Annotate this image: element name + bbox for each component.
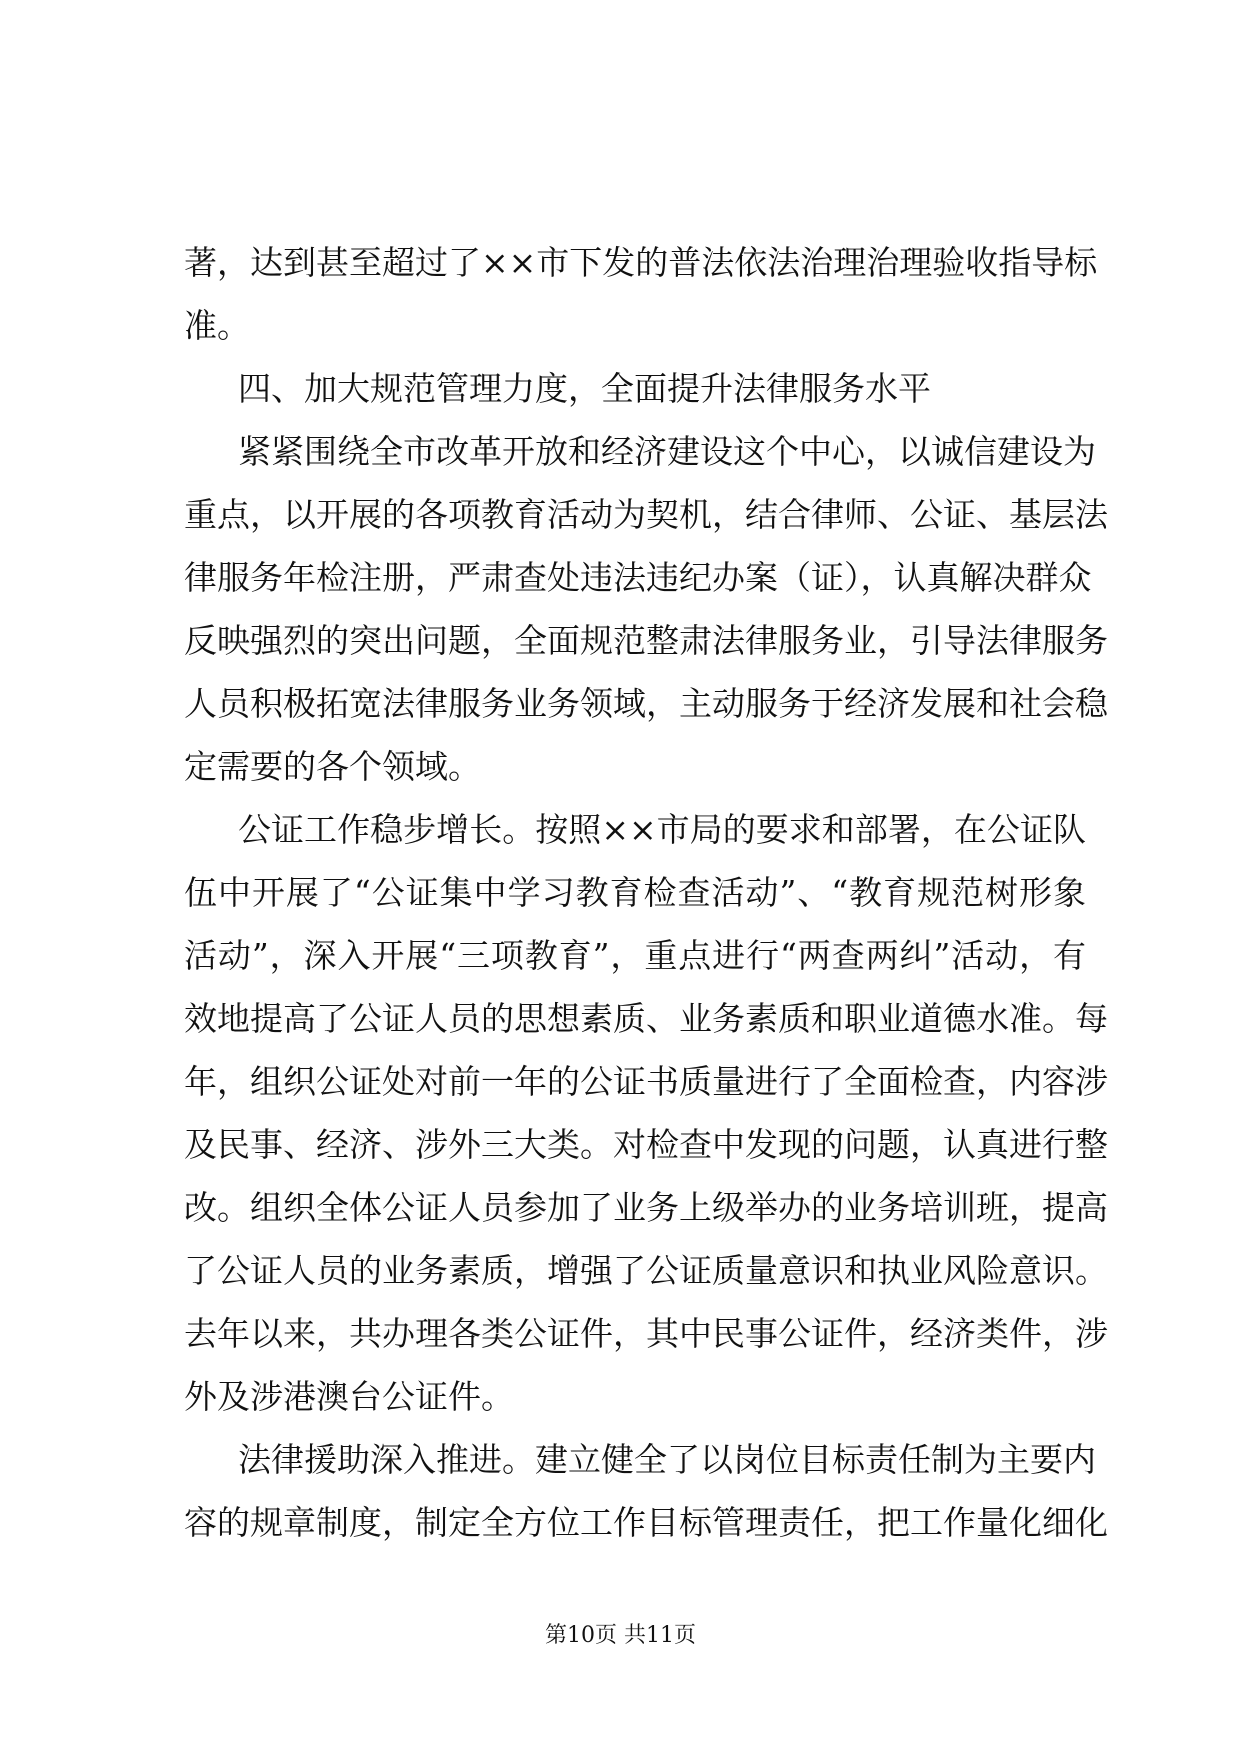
text-line: 效地提高了公证人员的思想素质、业务素质和职业道德水准。每 [184, 999, 1108, 1038]
text-line: 及民事、经济、涉外三大类。对检查中发现的问题，认真进行整 [184, 1125, 1108, 1164]
text-line: 四、加大规范管理力度，全面提升法律服务水平 [238, 369, 931, 408]
text-line: 公证工作稳步增长。按照××市局的要求和部署，在公证队 [238, 810, 1086, 849]
text-line: 年，组织公证处对前一年的公证书质量进行了全面检查，内容涉 [184, 1062, 1108, 1101]
text-line: 重点，以开展的各项教育活动为契机，结合律师、公证、基层法 [184, 495, 1108, 534]
text-line: 反映强烈的突出问题，全面规范整肃法律服务业，引导法律服务 [184, 621, 1108, 660]
text-line: 人员积极拓宽法律服务业务领域，主动服务于经济发展和社会稳 [184, 684, 1108, 723]
text-line: 去年以来，共办理各类公证件，其中民事公证件，经济类件，涉 [184, 1314, 1108, 1353]
text-line: 活动”，深入开展“三项教育”，重点进行“两查两纠”活动，有 [184, 936, 1086, 975]
text-line: 伍中开展了“公证集中学习教育检查活动”、“教育规范树形象 [184, 873, 1086, 912]
text-line: 律服务年检注册，严肃查处违法违纪办案（证），认真解决群众 [184, 558, 1092, 597]
text-line: 法律援助深入推进。建立健全了以岗位目标责任制为主要内 [238, 1440, 1096, 1479]
text-line: 了公证人员的业务素质，增强了公证质量意识和执业风险意识。 [184, 1251, 1108, 1290]
text-line: 改。组织全体公证人员参加了业务上级举办的业务培训班，提高 [184, 1188, 1108, 1227]
text-line: 外及涉港澳台公证件。 [184, 1377, 514, 1416]
text-line: 著，达到甚至超过了××市下发的普法依法治理治理验收指导标 [184, 243, 1098, 282]
text-line: 定需要的各个领域。 [184, 747, 481, 786]
text-line: 准。 [184, 306, 250, 345]
text-line: 紧紧围绕全市改革开放和经济建设这个中心，以诚信建设为 [238, 432, 1096, 471]
text-line: 容的规章制度，制定全方位工作目标管理责任，把工作量化细化 [184, 1503, 1108, 1542]
page-footer: 第10页 共11页 [545, 1623, 696, 1648]
